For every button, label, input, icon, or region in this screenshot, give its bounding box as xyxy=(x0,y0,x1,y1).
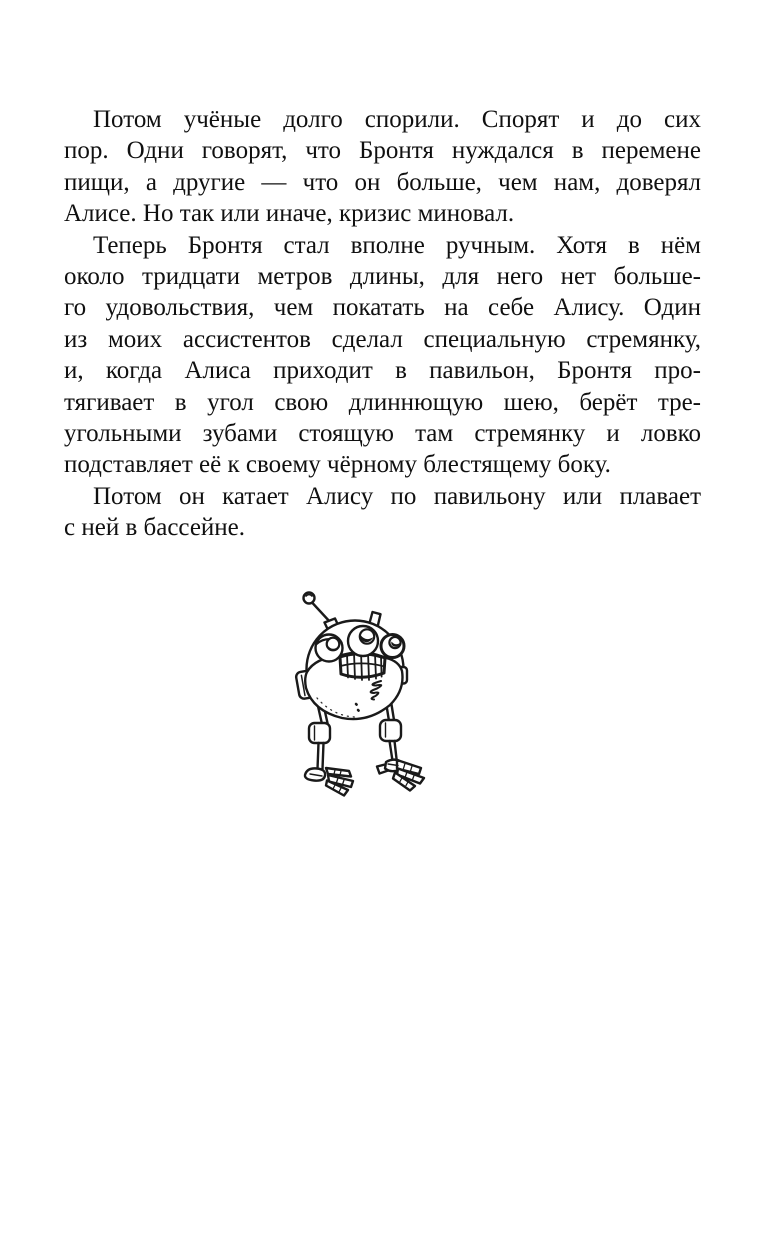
text-line: тягивает в угол свою длиннющую шею, берёт тре- xyxy=(64,388,701,416)
paragraph xyxy=(64,481,701,544)
text-line: Потом учёные долго спорили. Спорят и до сих xyxy=(93,106,701,133)
robot-right-eye xyxy=(381,635,404,658)
text-line: Потом он катает Алису по павильону или плавает xyxy=(93,482,701,510)
text-line: около тридцати метров длины, для него нет больше- xyxy=(64,263,701,291)
robot-left-lower-leg xyxy=(318,743,324,769)
paragraph xyxy=(64,104,701,230)
text-line: го удовольствия, чем покатать на себе Алису. Один xyxy=(64,294,701,322)
text-line: пищи, а другие — что он больше, чем нам, доверял xyxy=(64,168,701,196)
text-line: Алисе. Но так или иначе, кризис миновал. xyxy=(64,200,515,228)
robot-middle-eye xyxy=(348,626,378,656)
robot-right-foot xyxy=(377,760,424,791)
text-block xyxy=(64,104,701,544)
text-line: пор. Одни говорят, что Бронтя нуждался в перемене xyxy=(64,137,701,165)
robot-right-knee xyxy=(380,720,401,741)
text-line: с ней в бассейне. xyxy=(64,514,246,542)
robot-left-foot xyxy=(305,768,353,796)
text-line: и, когда Алиса приходит в павильон, Бронтя про- xyxy=(64,357,701,385)
robot-illustration xyxy=(293,578,443,810)
robot-left-eye xyxy=(316,635,343,662)
text-line: из моих ассистентов сделал специальную стремянку, xyxy=(64,325,701,353)
text-line: подставляет её к своему чёрному блестящему боку. xyxy=(64,451,611,479)
robot-left-knee xyxy=(309,723,330,743)
text-line: Теперь Бронтя стал вполне ручным. Хотя в нём xyxy=(93,231,701,259)
text-line: угольными зубами стоящую там стремянку и ловко xyxy=(64,420,701,448)
paragraph xyxy=(64,230,701,481)
